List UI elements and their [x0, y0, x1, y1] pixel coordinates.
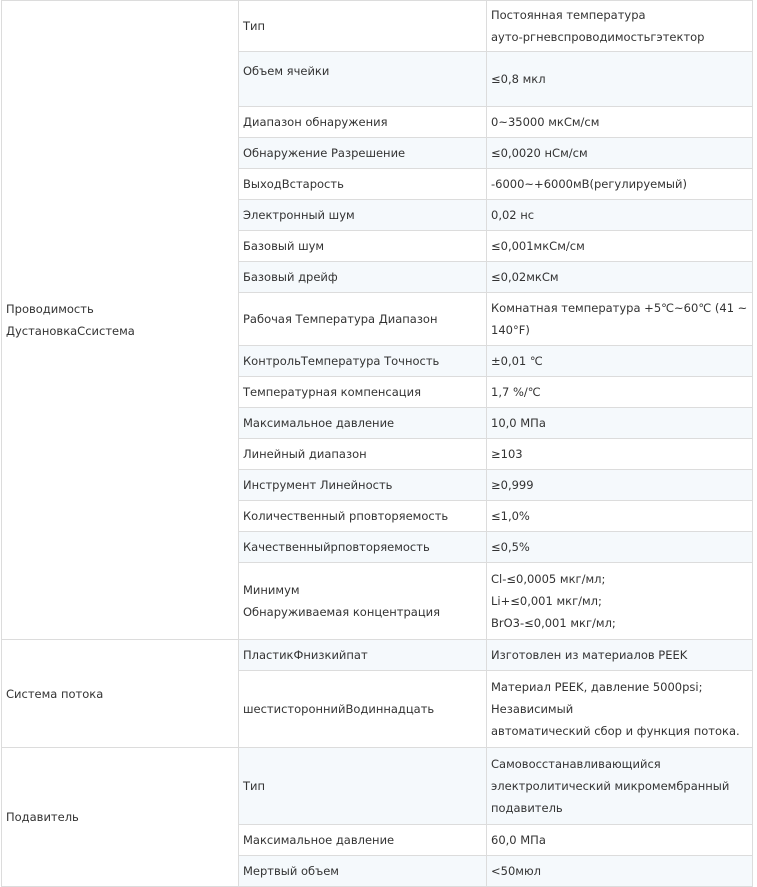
value-cell-line: ≥103	[491, 447, 523, 461]
parameter-cell	[239, 501, 487, 532]
value-cell	[487, 532, 753, 563]
parameter-cell-line: Базовый шум	[243, 239, 325, 253]
parameter-cell-line: Тип	[243, 779, 266, 793]
group-name-cell-line: Проводимость	[6, 302, 94, 316]
specification-table-body	[2, 1, 753, 887]
value-cell-line: -6000~+6000мВ(регулируемый)	[491, 177, 687, 191]
value-cell-line: ±0,01 ℃	[491, 354, 543, 368]
value-cell-line: Изготовлен из материалов PEEK	[491, 648, 688, 662]
parameter-cell-line: Рабочая Температура Диапазон	[243, 312, 438, 326]
parameter-cell-line: Тип	[243, 19, 266, 33]
parameter-cell-line: Максимальное давление	[243, 416, 395, 430]
value-cell	[487, 856, 753, 887]
value-cell	[487, 501, 753, 532]
parameter-cell	[239, 671, 487, 748]
parameter-cell	[239, 231, 487, 262]
value-cell	[487, 231, 753, 262]
parameter-cell-line: ПластикФнизкийпат	[243, 648, 368, 662]
value-cell-line: подавитель	[491, 801, 563, 815]
group-name-cell-line: ДустановкаСсистема	[6, 324, 135, 338]
value-cell	[487, 563, 753, 640]
value-cell-line: ≤0,5%	[491, 540, 530, 554]
parameter-cell	[239, 563, 487, 640]
parameter-cell-line: Температурная компенсация	[243, 385, 422, 399]
parameter-cell	[239, 408, 487, 439]
parameter-cell-line: Количественный рповторяемость	[243, 509, 449, 523]
value-cell	[487, 262, 753, 293]
parameter-cell	[239, 640, 487, 671]
value-cell	[487, 169, 753, 200]
parameter-cell	[239, 52, 487, 107]
value-cell-line: ≤0,001мкСм/см	[491, 239, 585, 253]
parameter-cell-line: Качественныйрповторяемость	[243, 540, 430, 554]
value-cell-line: 0~35000 мкСм/см	[491, 115, 600, 129]
parameter-cell-line: Объем ячейки	[243, 64, 330, 78]
table-row	[2, 1, 753, 52]
parameter-cell-line: Линейный диапазон	[243, 447, 367, 461]
value-cell	[487, 408, 753, 439]
value-cell	[487, 52, 753, 107]
table-row	[2, 748, 753, 825]
parameter-cell-line: Базовый дрейф	[243, 270, 338, 284]
value-cell-line: Cl-≤0,0005 мкг/мл;	[491, 572, 606, 586]
value-cell-line: Независимый	[491, 702, 574, 716]
parameter-cell-line: Обнаруживаемая концентрация	[243, 605, 441, 619]
value-cell-line: 1,7 %/℃	[491, 385, 541, 399]
parameter-cell-line: ВыходВстарость	[243, 177, 344, 191]
parameter-cell	[239, 169, 487, 200]
value-cell-line: Постоянная температура	[491, 8, 646, 22]
value-cell-line: 10,0 МПа	[491, 416, 546, 430]
parameter-cell	[239, 346, 487, 377]
value-cell-line: ≤0,0020 нСм/см	[491, 146, 588, 160]
value-cell-line: ≤0,8 мкл	[491, 72, 546, 86]
value-cell-line: ≤1,0%	[491, 509, 530, 523]
parameter-cell-line: Диапазон обнаружения	[243, 115, 388, 129]
value-cell	[487, 671, 753, 748]
group-name-cell-line: Система потока	[6, 686, 104, 701]
value-cell-line: ≥0,999	[491, 478, 534, 492]
value-cell	[487, 138, 753, 169]
value-cell	[487, 293, 753, 346]
group-name-cell	[2, 640, 239, 748]
parameter-cell	[239, 748, 487, 825]
value-cell-line: Самовосстанавливающийся	[491, 757, 661, 771]
parameter-cell-line: Максимальное давление	[243, 833, 395, 847]
parameter-cell-line: Инструмент Линейность	[243, 478, 393, 492]
value-cell	[487, 640, 753, 671]
parameter-cell	[239, 439, 487, 470]
value-cell	[487, 200, 753, 231]
parameter-cell-line: Обнаружение Разрешение	[243, 146, 406, 160]
value-cell-line: автоматический сбор и функция потока.	[491, 724, 740, 738]
value-cell-line: 140°F)	[491, 323, 530, 337]
table-row	[2, 640, 753, 671]
value-cell	[487, 346, 753, 377]
parameter-cell	[239, 262, 487, 293]
parameter-cell-line: Электронный шум	[243, 208, 355, 222]
value-cell-line: Материал PEEK, давление 5000psi;	[491, 680, 703, 694]
value-cell	[487, 470, 753, 501]
value-cell-line: <50мюл	[491, 864, 541, 878]
parameter-cell	[239, 107, 487, 138]
parameter-cell	[239, 470, 487, 501]
parameter-cell-line: шестистороннийВодиннадцать	[243, 702, 435, 716]
group-name-cell	[2, 748, 239, 887]
parameter-cell	[239, 293, 487, 346]
parameter-cell-line: КонтрольТемпература Точность	[243, 354, 440, 368]
parameter-cell	[239, 532, 487, 563]
value-cell	[487, 748, 753, 825]
parameter-cell	[239, 200, 487, 231]
value-cell	[487, 825, 753, 856]
parameter-cell	[239, 377, 487, 408]
value-cell	[487, 377, 753, 408]
parameter-cell-line: Минимум	[243, 583, 300, 597]
value-cell	[487, 107, 753, 138]
parameter-cell-line: Мертвый объем	[243, 864, 339, 878]
parameter-cell	[239, 1, 487, 52]
value-cell-line: ≤0,02мкСм	[491, 270, 559, 284]
value-cell-line: электролитический микромембранный	[491, 779, 730, 793]
specification-table	[1, 0, 753, 887]
value-cell-line: 0,02 нс	[491, 208, 535, 222]
value-cell-line: ауто-ргневспроводимостьгэтектор	[491, 30, 705, 44]
value-cell-line: Комнатная температура +5℃~60℃ (41 ~	[491, 301, 748, 315]
parameter-cell	[239, 825, 487, 856]
value-cell	[487, 1, 753, 52]
group-name-cell-line: Подавитель	[6, 810, 79, 824]
group-name-cell	[2, 1, 239, 640]
parameter-cell	[239, 138, 487, 169]
value-cell-line: BrO3-≤0,001 мкг/мл;	[491, 616, 616, 630]
value-cell-line: Li+≤0,001 мкг/мл;	[491, 594, 602, 608]
parameter-cell	[239, 856, 487, 887]
value-cell	[487, 439, 753, 470]
value-cell-line: 60,0 МПа	[491, 833, 546, 847]
